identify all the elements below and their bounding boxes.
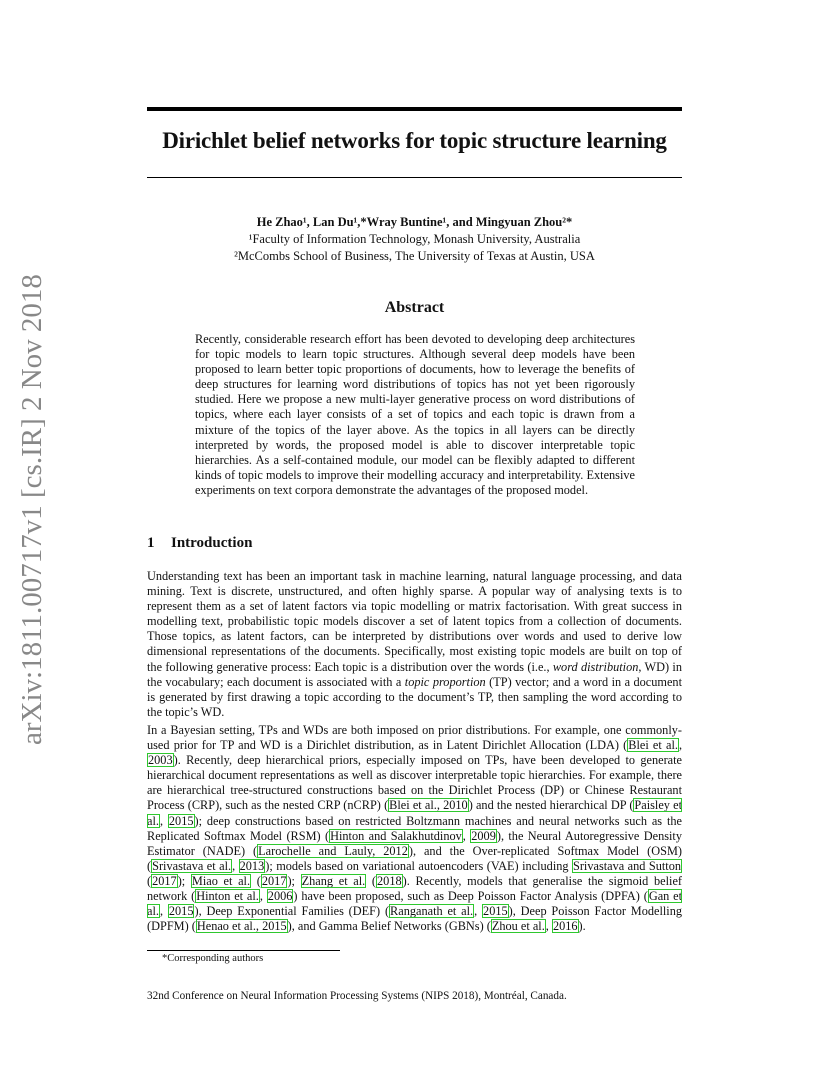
- citation-link[interactable]: Srivastava et al.: [152, 858, 232, 873]
- arxiv-stamp: arXiv:1811.00717v1 [cs.IR] 2 Nov 2018: [16, 274, 48, 745]
- text-run: In a Bayesian setting, TPs and WDs are both imposed on prior distributions. For example, one commonly-used prior for TP and WD is a Dirichlet distribution, as in Latent Dirichlet Allocation (LDA) (: [147, 723, 682, 753]
- text-run: ); deep constructions based on restricted Boltzmann machines and neural networks such as the Replicated Softmax Model (RSM) (: [147, 813, 682, 843]
- text-run: );: [287, 873, 301, 888]
- affiliation-2: ²McCombs School of Business, The University of Texas at Austin, USA: [234, 249, 595, 263]
- intro-paragraph-2: [147, 723, 682, 934]
- text-run: (: [147, 873, 152, 888]
- citation-link[interactable]: 2013: [239, 858, 265, 873]
- text-run: ,: [545, 919, 552, 934]
- citation-link[interactable]: Ranganath et al.: [390, 904, 474, 919]
- text-run: ). Recently, models that generalise the sigmoid belief network (: [147, 873, 682, 904]
- text-run: ) have been proposed, such as Deep Poisson Factor Analysis (DPFA) (: [293, 889, 648, 904]
- citation-link[interactable]: 2003: [148, 753, 173, 768]
- text-run: ,: [259, 889, 267, 904]
- affiliation-1: ¹Faculty of Information Technology, Monash University, Australia: [248, 232, 581, 246]
- text-run: Understanding text has been an important task in machine learning, natural language processing, and data mining. Text is discrete, unstructured, and often highly sparse. A popular way of analysing texts is to represent them as a set of latent factors via topic modelling or matrix factorisation. With great success in modelling text, probabilistic topic models discover a set of latent topics from a collection of documents. Those topics, as latent factors, can be interpreted by distributions over words and used to derive low dimensional representations of the documents. Specifically, most existing topic models are built on top of the following generative process: Each topic is a distribution over the words (i.e.,: [147, 569, 682, 674]
- emphasis: topic proportion: [404, 674, 486, 689]
- text-run: (TP) vector; and a word in a document is generated by first drawing a topic according to the document’s TP, then sampling the word according to the topic’s WD.: [147, 674, 682, 719]
- citation-link[interactable]: Srivastava and Sutton: [573, 858, 682, 873]
- conference-note: 32nd Conference on Neural Information Processing Systems (NIPS 2018), Montréal, Canada.: [147, 990, 567, 1002]
- citation-link[interactable]: 2017: [261, 873, 287, 888]
- citation-link[interactable]: Gan et al.: [147, 889, 683, 919]
- text-run: ), and Gamma Belief Networks (GBNs) (: [287, 919, 491, 934]
- citation-link[interactable]: Blei et al., 2010: [389, 798, 468, 813]
- text-run: ,: [678, 738, 683, 753]
- text-run: (: [251, 873, 261, 888]
- text-run: ,: [474, 904, 483, 919]
- text-run: ), the Neural Autoregressive Density Estimator (NADE) (: [147, 828, 682, 858]
- citation-link[interactable]: Zhang et al.: [301, 873, 366, 888]
- footnote: *Corresponding authors: [162, 953, 264, 964]
- text-run: ), Deep Exponential Families (DEF) (: [194, 904, 390, 919]
- section-title: Introduction: [171, 535, 253, 551]
- citation-link[interactable]: 2015: [168, 813, 194, 828]
- citation-link[interactable]: 2006: [267, 889, 293, 904]
- paper-title: Dirichlet belief networks for topic structure learning: [162, 128, 667, 153]
- text-run: ); models based on variational autoencoders (VAE) including: [265, 858, 572, 873]
- text-run: ), Deep Poisson Factor Modelling (DPFM) (: [147, 904, 683, 934]
- title-rule-bottom: [147, 177, 682, 178]
- citation-link[interactable]: Paisley et al.: [147, 798, 682, 828]
- citation-link[interactable]: 2015: [483, 904, 508, 919]
- section-heading: [147, 535, 252, 552]
- section-number: 1: [147, 535, 155, 551]
- citation-link[interactable]: Hinton and Salakhutdinov: [330, 828, 462, 843]
- text-run: ). Recently, deep hierarchical priors, especially imposed on TPs, have been developed to generate hierarchical document representations as well as discover interpretable topic hierarchies. For example, there are hierarchical tree-structured constructions based on the Dirichlet Process (DP) or Chinese Restaurant Process (CRP), such as the nested CRP (nCRP) (: [147, 753, 682, 813]
- citation-link[interactable]: 2015: [168, 904, 194, 919]
- abstract-text: Recently, considerable research effort has been devoted to developing deep architectures for topic models to learn topic structures. Although several deep models have been proposed to learn better topic proportions of documents, how to leverage the benefits of deep structures for learning word distributions of topics has not yet been rigorously studied. Here we propose a new multi-layer generative process on word distributions of topics, where each layer consists of a set of topics and each topic is drawn from a mixture of the topics of the layer above. As the topics in all layers can be directly interpreted by words, the proposed model is able to discover interpretable topic hierarchies. As a self-contained module, our model can be flexibly adapted to different kinds of topic models to improve their modelling accuracy and interpretability. Extensive experiments on text corpora demonstrate the advantages of the proposed model.: [195, 332, 635, 497]
- citation-link[interactable]: 2009: [471, 828, 496, 843]
- title-rule-top: [147, 107, 682, 111]
- citation-link[interactable]: Henao et al., 2015: [196, 919, 287, 934]
- citation-link[interactable]: 2018: [377, 873, 402, 888]
- intro-paragraph-1: [147, 569, 682, 720]
- citation-link[interactable]: Larochelle and Lauly, 2012: [258, 843, 408, 858]
- text-run: ) and the nested hierarchical DP (: [468, 798, 634, 813]
- author-names: He Zhao¹, Lan Du¹,*Wray Buntine¹, and Mingyuan Zhou²*: [256, 215, 573, 229]
- text-run: );: [177, 873, 191, 888]
- text-run: (: [366, 873, 377, 888]
- text-run: ,: [232, 858, 239, 873]
- citation-link[interactable]: Zhou et al.: [491, 919, 545, 934]
- text-run: ,: [159, 904, 168, 919]
- text-run: ,: [462, 828, 471, 843]
- citation-link[interactable]: Hinton et al.: [196, 889, 259, 904]
- text-run: ), and the Over-replicated Softmax Model (OSM) (: [147, 843, 682, 873]
- abstract-heading: Abstract: [384, 299, 445, 316]
- citation-link[interactable]: 2016: [552, 919, 578, 934]
- citation-link[interactable]: 2017: [152, 873, 177, 888]
- text-run: ,: [159, 813, 168, 828]
- citation-link[interactable]: Miao et al.: [191, 873, 251, 888]
- emphasis: word distribution: [552, 659, 639, 674]
- citation-link[interactable]: Blei et al.: [628, 738, 678, 753]
- author-block: [147, 214, 682, 265]
- footnote-rule: [147, 950, 340, 951]
- text-run: ).: [578, 919, 586, 934]
- text-run: , WD) in the vocabulary; each document is associated with a: [147, 659, 682, 689]
